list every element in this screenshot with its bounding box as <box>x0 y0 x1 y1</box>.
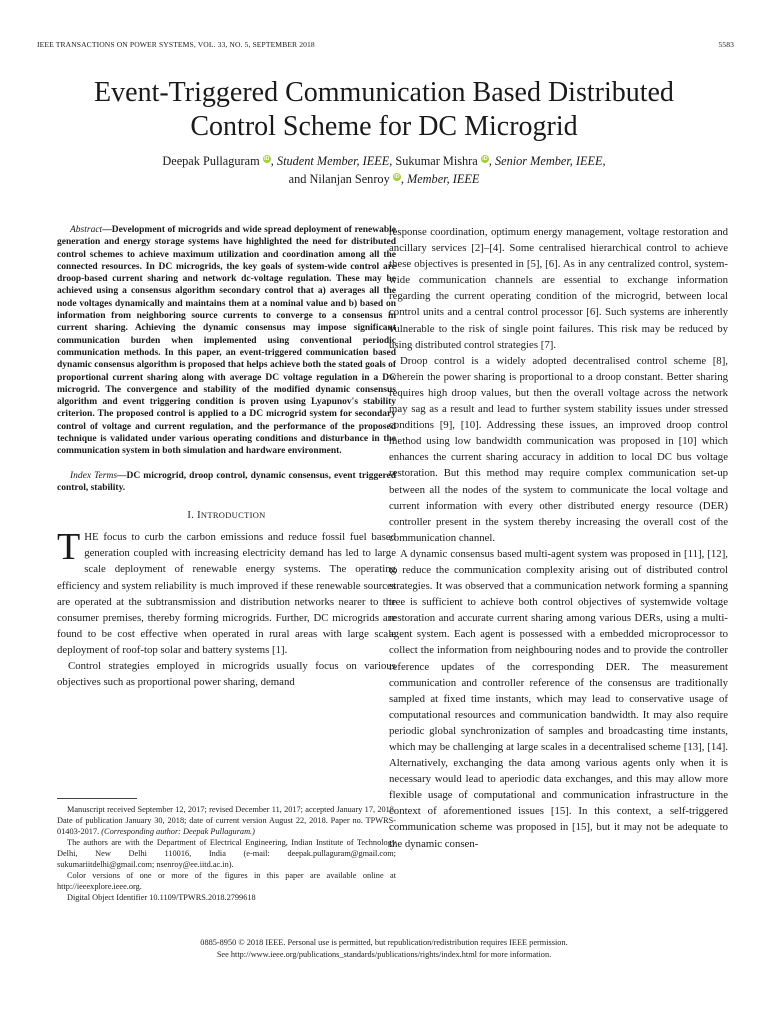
index-terms <box>57 470 396 495</box>
right-column <box>389 224 728 852</box>
intro-paragraph-2: Control strategies employed in microgrids usually focus on various objectives such as proportional power sharing, demand <box>57 659 396 689</box>
author-list <box>0 152 768 188</box>
right-paragraph-2: Droop control is a widely adopted decentralised control scheme [8], wherein the power sharing is proportional to a droop constant. Better sharing requires high droop values, but then the overall voltage across the network may sag as a result and lead to further system stability issues under stressed conditions [9], [10]. Addressing these issues, an improved droop control method using low bandwidth communication was proposed in [10] which enhances the current sharing accuracy in addition to local DC bus voltage restoration. But this method may require complex communication set-up between all the nodes of the system to communicate the local voltage and current information with every other distributed energy resource (DER) controller present in the system thereby increasing the overall cost of the communication channel. <box>389 354 728 544</box>
abstract-text: —Development of microgrids and wide spread deployment of renewable generation and energy storage systems have highlighted the need for distributed control schemes to achieve maximum utilization and coordination among all the connected resources. In DC microgrids, the key goals of system-wide control are droop-based current sharing and network dc-voltage regulation. These may be achieved using a consensus algorithm secondary control that a) averages all the node voltages dynamically and maintains them at a nominal value and b) based on information from neighboring source currents to converge to a consensus in current sharing. Achieving the dynamic consensus may impose significant communication burden when implemented using conventional periodic communication methods. In this paper, an event-triggered communication based dynamic consensus algorithm is proposed that helps achieve both the stated goals of proportional current sharing along with average DC voltage regulation in a DC microgrid. The convergence and stability of the modified dynamic consensus algorithm and event triggering condition is proven using Lyapunov's stability criterion. The proposed control is applied to a DC microgrid system for secondary control of voltage and current regulation, and the performance of the proposed technique is validated under various operating conditions and disturbance in the communication system in both simulation and hardware environment. <box>57 225 396 457</box>
paper-title <box>0 76 768 144</box>
index-terms-label: Index Terms <box>70 470 118 481</box>
author-conjunction: and <box>288 172 307 186</box>
intro-paragraph-1 <box>57 526 396 658</box>
footnote-doi: Digital Object Identifier 10.1109/TPWRS.2018.2799618 <box>67 893 256 902</box>
footnote-received: Manuscript received September 12, 2017; revised December 11, 2017; accepted January 17, 2018. Date of publication January 30, 2018; date of current version August 22, 2018. Paper no. TPWRS-01403-2017. (Corresponding author: Deepak Pullaguram.) <box>57 805 396 836</box>
index-terms-text: —DC microgrid, droop control, dynamic consensus, event triggered control, stability. <box>57 470 396 493</box>
paper-title-line-2: Control Scheme for DC Microgrid <box>190 111 578 142</box>
drop-cap: T <box>57 526 81 569</box>
section-title-initial: I <box>197 510 201 522</box>
footnote-affiliation: The authors are with the Department of Electrical Engineering, Indian Institute of Technology Delhi, New Delhi 110016, India (e-mail: deepak.pullaguram@gmail.com; sukumariitdelhi@gmail.com; nsenroy@ee.iitd.ac.in). <box>57 838 396 869</box>
author-membership: Student Member, IEEE, <box>276 154 393 168</box>
author-name: Nilanjan Senroy <box>309 172 390 186</box>
author-membership: Senior Member, IEEE, <box>494 154 606 168</box>
abstract-label: Abstract <box>70 225 103 235</box>
copyright-notice <box>0 937 768 960</box>
author-line-2: and Nilanjan Senroy iD, Member, IEEE <box>288 172 480 186</box>
abstract <box>57 224 396 458</box>
author-line-1: Deepak Pullaguram iD, Student Member, IEEE, Sukumar Mishra iD, Senior Member, IEEE, <box>162 154 606 168</box>
rights-link-line[interactable]: See http://www.ieee.org/publications_standards/publications/rights/index.html for more information. <box>216 949 552 959</box>
orcid-icon[interactable]: iD <box>482 155 488 162</box>
section-number: I. <box>187 510 195 522</box>
page-number: 5583 <box>718 40 734 49</box>
footnote-corresponding: (Corresponding author: Deepak Pullaguram.) <box>101 827 255 836</box>
paper-title-line-1: Event-Triggered Communication Based Distributed <box>94 77 674 108</box>
section-title-rest: NTRODUCTION <box>200 510 266 521</box>
footnote-divider <box>57 798 137 799</box>
author-membership: Member, IEEE <box>406 172 480 186</box>
author-name: Sukumar Mishra <box>395 154 478 168</box>
right-paragraph-3: A dynamic consensus based multi-agent system was proposed in [11], [12], to reduce the communication complexity arising out of distributed control strategies. It was observed that a communication network forming a spanning tree is sufficient to achieve both control objectives of systemwide voltage restoration and accurate current sharing among various DERs, using a multi-agent system. Each agent is possessed with a embedded microprocessor to collect the information from neighbouring nodes and to provide the controller reference updates of the corresponding DER. The measurement communication and controller reference of the consensus are traditionally sampled at fixed time instants, which may lead to conservative usage of computational resources and communication bandwidth. It may also require periodic global synchronization of samples and broadcasting time instants, which may be challenging at large scales in a decentralised scheme [13], [14]. Alternatively, exchanging the data among various agents only when it is necessary would lead to aperiodic data exchanges, and this may allow more flexible usage of computational and communication infrastructure in the context of aforementioned issues [15]. In this context, a self-triggered communication scheme was proposed in [15], but it may not be adequate to the dynamic consen- <box>389 547 728 850</box>
author-name: Deepak Pullaguram <box>162 154 260 168</box>
running-header-journal: IEEE TRANSACTIONS ON POWER SYSTEMS, VOL. 33, NO. 5, SEPTEMBER 2018 <box>37 40 315 49</box>
footnote-color-note: Color versions of one or more of the figures in this paper are available online at http://ieeexplore.ieee.org. <box>57 871 396 891</box>
right-paragraph-1: response coordination, optimum energy management, voltage restoration and ancillary services [2]–[4]. Some centralised hierarchical control to achieve these objectives is presented in [5], [6]. As in any centralized control, system-wide communication channels are essential to exchange information regarding the current operating condition of the microgrid, between local control units and a central control processor [6]. Such systems are inherently vulnerable to the risk of single point failures. This risk may be reduced by using distributed control strategies [7]. <box>389 226 728 351</box>
copyright-line: 0885-8950 © 2018 IEEE. Personal use is permitted, but republication/redistribution requires IEEE permission. <box>200 938 568 947</box>
footnote-block <box>57 804 396 903</box>
orcid-icon[interactable]: iD <box>394 173 400 180</box>
section-heading-introduction <box>57 508 396 523</box>
intro-paragraph-1-text: HE focus to curb the carbon emissions and reduce fossil fuel based generation coupled with increasing electricity demand has led to large scale deployment of renewable energy systems. The operating efficiency and system reliability is much improved if these renewable sources are operated at the subtransmission and distribution networks nearer to the consumer premises, thereby forming microgrids. Further, DC microgrids are found to be cost effective when operated in rural areas with large scale deployment of roof-top solar and battery systems [1]. <box>57 531 396 656</box>
left-column <box>57 224 396 690</box>
orcid-icon[interactable]: iD <box>264 155 270 162</box>
